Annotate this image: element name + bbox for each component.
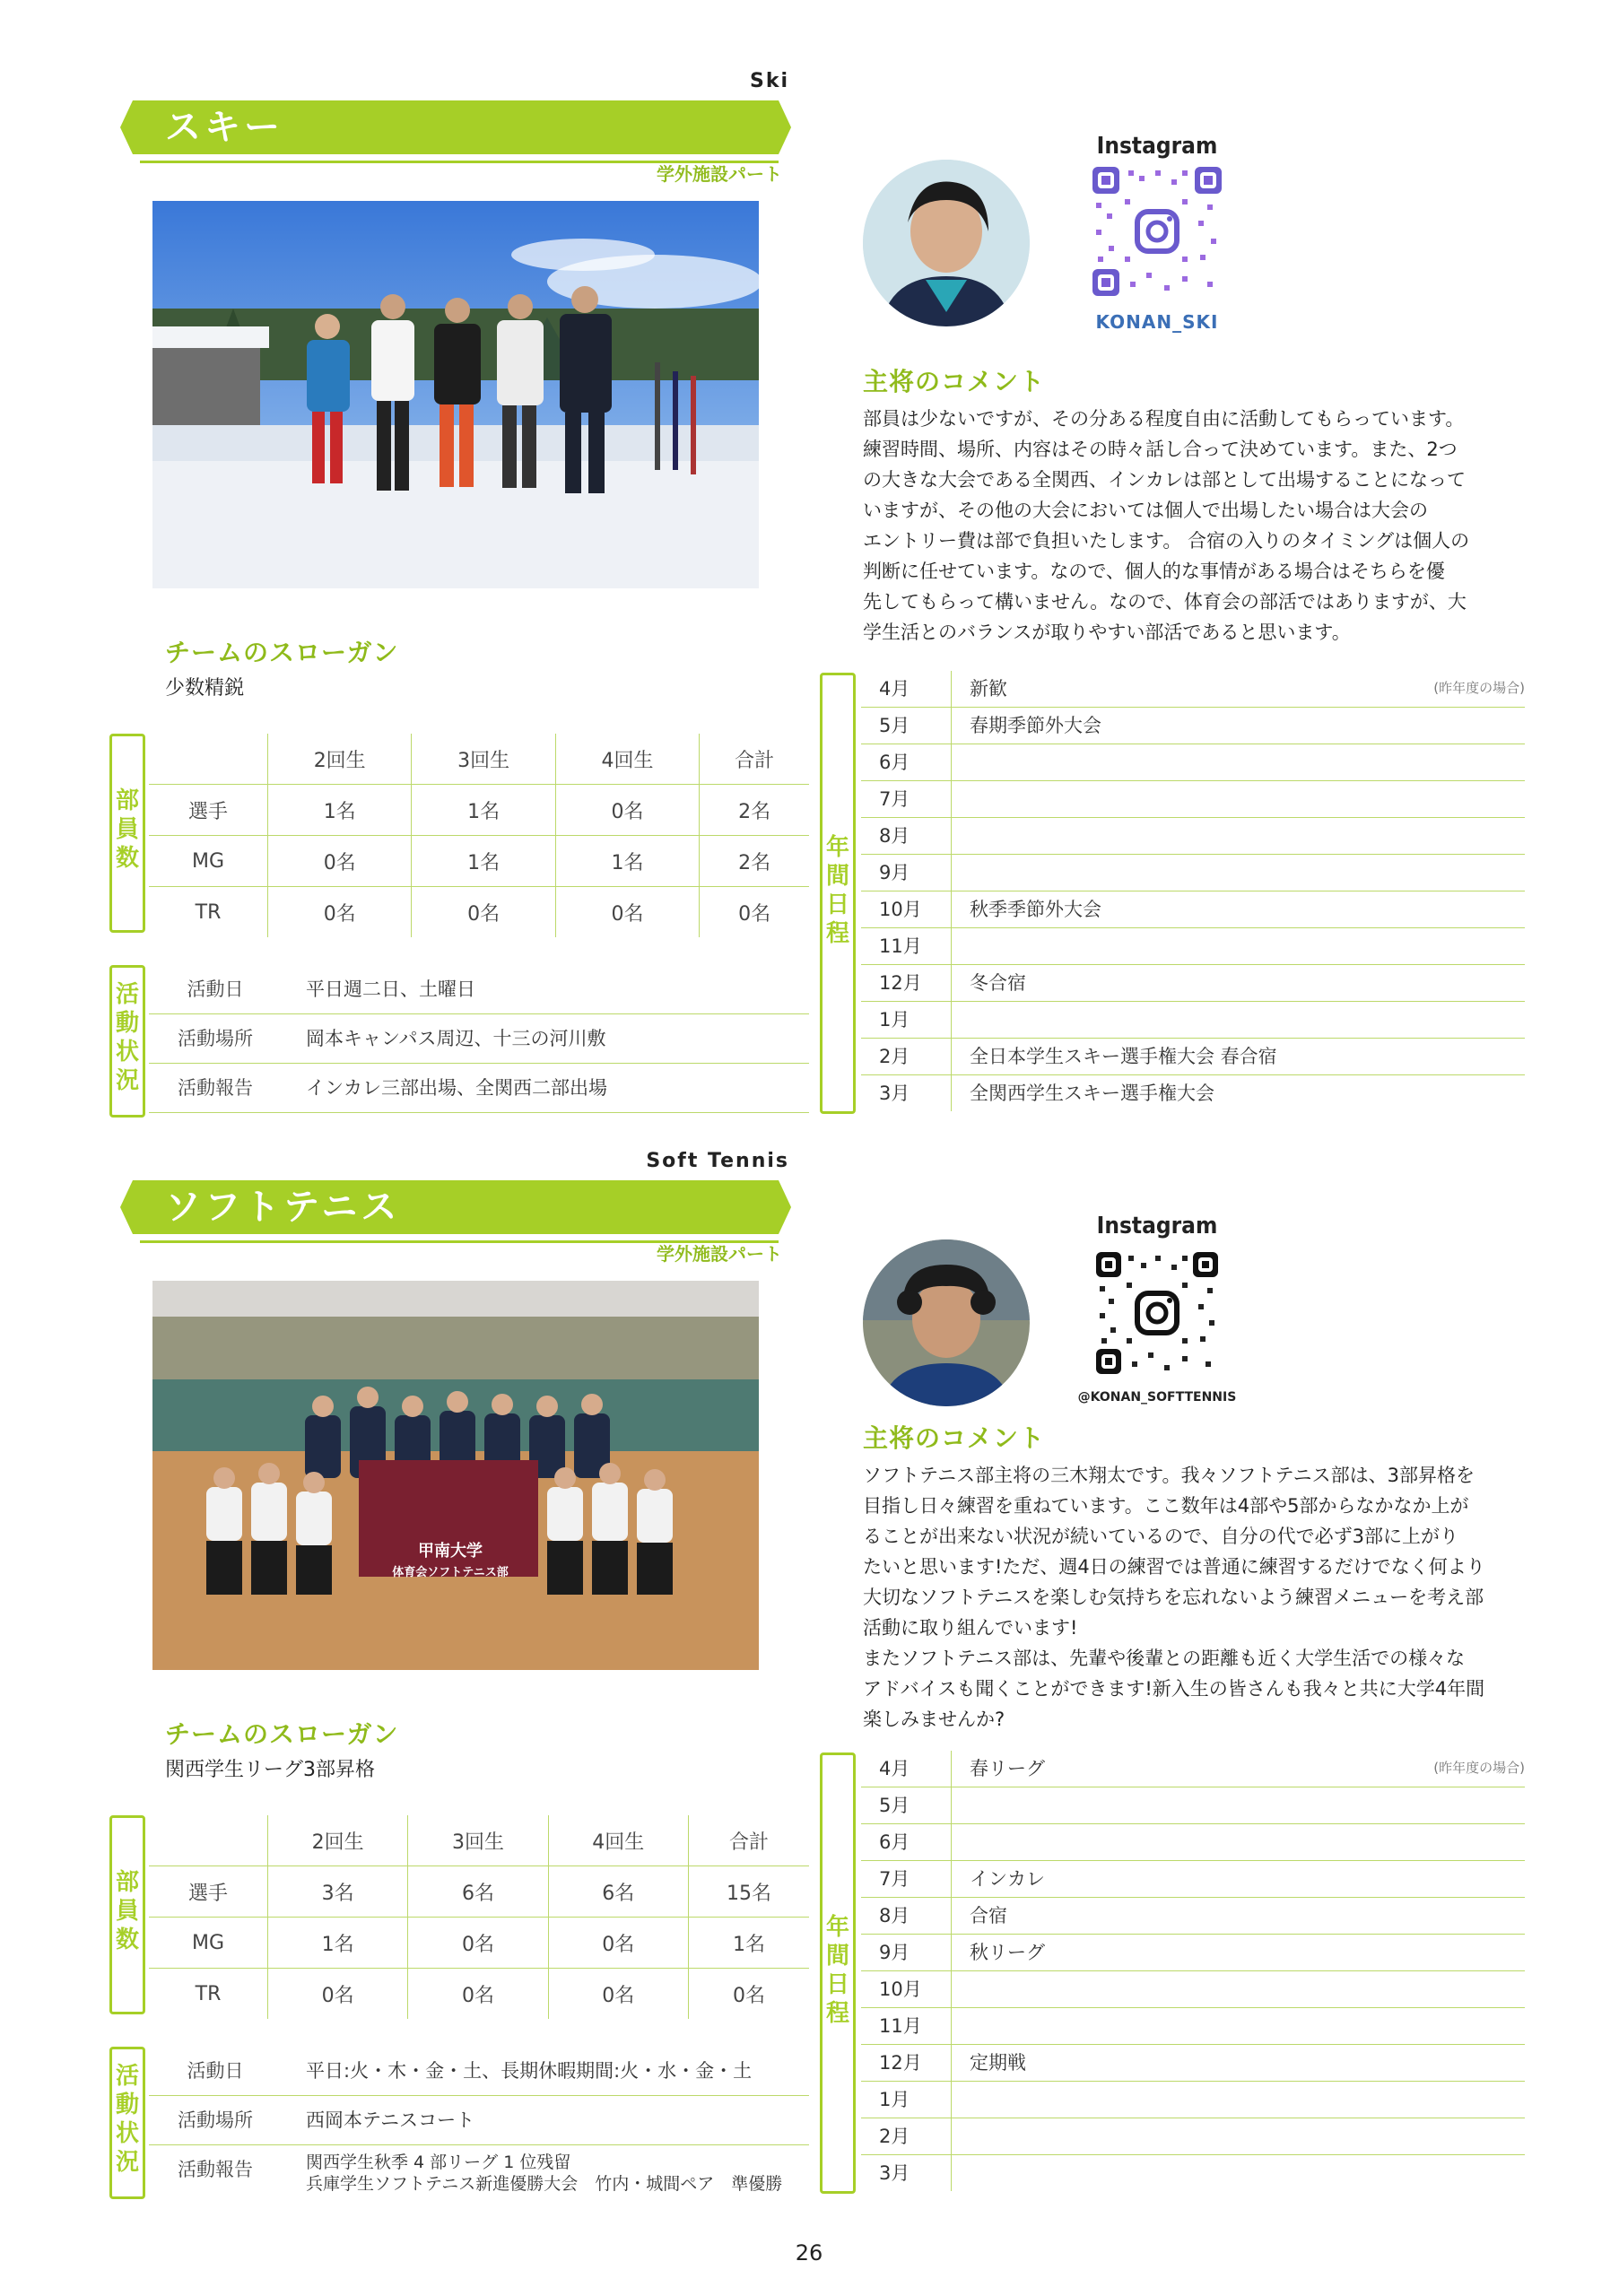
comment-line: の大きな大会である全関西、インカレは部として出場することになって <box>863 469 1466 491</box>
tennis-en-title: Soft Tennis <box>646 1150 789 1172</box>
ski-title-banner <box>133 100 779 154</box>
tennis-team-photo <box>152 1281 759 1670</box>
activity-row: 活動報告 インカレ三部出場、全関西二部出場 <box>149 1064 809 1113</box>
ski-slogan: 少数精鋭 <box>165 677 245 700</box>
ski-title: スキー <box>165 107 283 148</box>
comment-line: 判断に任せています。なので、個人的な事情がある場合はそちらを優 <box>863 561 1445 582</box>
tennis-title: ソフトテニス <box>165 1187 401 1228</box>
comment-line: 活動に取り組んでいます! <box>863 1617 1078 1639</box>
ski-activity-label: 活 動 状 況 <box>109 965 145 1118</box>
activity-row: 活動場所 西岡本テニスコート <box>149 2096 809 2145</box>
tennis-activity <box>149 2047 809 2199</box>
tennis-members-label: 部 員 数 <box>109 1815 145 2014</box>
ski-members-table: 2回生 3回生 4回生 合計 選手 1名 1名 0名 2名 MG 0名 1名 1名 2名 TR 0名 0名 0名 0名 <box>149 734 809 937</box>
tennis-instagram-qr[interactable] <box>1096 1252 1218 1374</box>
ski-comment <box>863 404 1491 648</box>
ski-part-label: 学外施設パート <box>657 163 782 185</box>
comment-line: たいと思います!ただ、週4日の練習では普通に練習するだけでなく何より <box>863 1556 1485 1578</box>
tennis-slogan: 関西学生リーグ3部昇格 <box>165 1759 375 1781</box>
comment-line: ることが出来ない状況が続いているので、自分の代で必ず3部に上がり <box>863 1526 1458 1547</box>
tennis-activity-label: 活 動 状 況 <box>109 2047 145 2199</box>
schedule-note: (昨年度の場合) <box>1433 1760 1525 1776</box>
ski-activity <box>149 965 809 1118</box>
comment-line: 部員は少ないですが、その分ある程度自由に活動してもらっています。 <box>863 408 1465 430</box>
ski-instagram-handle[interactable]: KONAN_SKI <box>1095 311 1219 333</box>
ski-members-label: 部 員 数 <box>109 734 145 933</box>
comment-line: 学生活とのバランスが取りやすい部活であると思います。 <box>863 622 1351 643</box>
tennis-schedule: (昨年度の場合) 4月 春リーグ 5月 6月 7月 インカレ 8月 合宿 9月 秋リーグ 10月 11月 12月 定期戦 1月 2月 3月 <box>861 1751 1525 2192</box>
tennis-slogan-heading: チームのスローガン <box>165 1719 399 1749</box>
ski-schedule: (昨年度の場合) 4月 新歓 5月 春期季節外大会 6月 7月 8月 9月 10月 秋季季節外大会 11月 12月 冬合宿 1月 2月 全日本学生スキー選手権大会 春合宿 3月 全関西学生スキー選手権大会 <box>861 671 1525 1112</box>
table-row: MG 0名 1名 1名 2名 <box>149 836 809 887</box>
comment-line: 練習時間、場所、内容はその時々話し合って決めています。また、2つ <box>863 439 1458 460</box>
table-row: TR 0名 0名 0名 0名 <box>149 887 809 938</box>
activity-row: 活動報告 関西学生秋季 4 部リーグ 1 位残留 兵庫学生ソフトテニス新進優勝大会 竹内・城間ペア 準優勝 <box>178 2152 783 2194</box>
tennis-members-table: 2回生 3回生 4回生 合計 選手 3名 6名 6名 15名 MG 1名 0名 0名 1名 TR 0名 0名 0名 0名 <box>149 1815 809 2019</box>
tennis-instagram-handle[interactable]: @KONAN_SOFTTENNIS <box>1077 1390 1237 1405</box>
comment-line: 先してもらって構いません。なので、体育会の部活ではありますが、大 <box>863 591 1467 613</box>
activity-row: 活動日 平日:火・木・金・土、長期休暇期間:火・水・金・土 <box>149 2047 809 2096</box>
schedule-note: (昨年度の場合) <box>1433 680 1525 696</box>
ski-captain-avatar <box>863 160 1030 326</box>
ski-instagram-label: Instagram <box>1096 133 1218 160</box>
comment-line: ソフトテニス部主将の三木翔太です。我々ソフトテニス部は、3部昇格を <box>863 1465 1475 1486</box>
comment-line: アドバイスも聞くことができます!新入生の皆さんも我々と共に大学4年間 <box>863 1678 1485 1700</box>
comment-line: エントリー費は部で負担いたします。 合宿の入りのタイミングは個人の <box>863 530 1470 552</box>
tennis-comment-heading: 主将のコメント <box>863 1423 1046 1453</box>
table-row: 選手 3名 6名 6名 15名 <box>149 1866 809 1918</box>
comment-line: 楽しみませんか? <box>863 1709 1005 1730</box>
tennis-captain-avatar <box>863 1239 1030 1406</box>
ski-slogan-heading: チームのスローガン <box>165 638 399 667</box>
ski-team-photo <box>152 201 759 588</box>
comment-line: 大切なソフトテニスを楽しむ気持ちを忘れないよう練習メニューを考え部 <box>863 1587 1484 1608</box>
comment-line: またソフトテニス部は、先輩や後輩との距離も近く大学生活での様々な <box>863 1648 1466 1669</box>
tennis-title-banner <box>133 1180 779 1234</box>
table-row: TR 0名 0名 0名 0名 <box>149 1969 809 2020</box>
ski-instagram-qr[interactable] <box>1092 167 1222 296</box>
comment-line: 目指し日々練習を重ねています。ここ数年は4部や5部からなかなか上が <box>863 1495 1469 1517</box>
table-row: MG 1名 0名 0名 1名 <box>149 1918 809 1969</box>
ski-comment-heading: 主将のコメント <box>863 367 1046 396</box>
page-number: 26 <box>795 2240 823 2266</box>
tennis-comment <box>863 1460 1491 1735</box>
activity-row: 活動日 平日週二日、土曜日 <box>149 965 809 1014</box>
ski-schedule-label: 年 間 日 程 <box>820 673 856 1114</box>
ski-en-title: Ski <box>749 70 789 92</box>
tennis-part-label: 学外施設パート <box>657 1243 782 1265</box>
activity-row: 活動場所 岡本キャンパス周辺、十三の河川敷 <box>149 1014 809 1064</box>
tennis-instagram-label: Instagram <box>1096 1213 1218 1239</box>
comment-line: いますが、その他の大会においては個人で出場したい場合は大会の <box>863 500 1428 521</box>
tennis-schedule-label: 年 間 日 程 <box>820 1752 856 2194</box>
table-row: 選手 1名 1名 0名 2名 <box>149 785 809 836</box>
tennis-club-banner: 甲南大学 体育会ソフトテニス部 <box>392 1542 509 1579</box>
